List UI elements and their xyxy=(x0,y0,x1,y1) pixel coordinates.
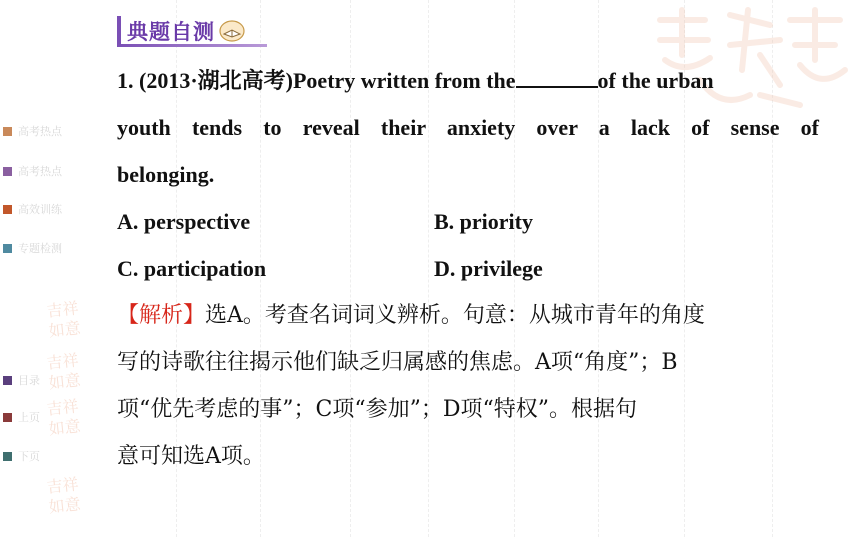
option-d: D. privilege xyxy=(434,256,543,281)
sidebar-item-training[interactable] xyxy=(3,201,62,217)
sidebar-item-test[interactable] xyxy=(3,240,62,256)
square-icon xyxy=(3,167,12,176)
page-title: 典题自测 xyxy=(127,20,215,44)
option-a: A. perspective xyxy=(117,209,251,234)
square-icon xyxy=(3,413,12,422)
sidebar-item-label: 上页 xyxy=(18,411,40,424)
sidebar-item-hot2[interactable] xyxy=(3,163,62,179)
square-icon xyxy=(3,127,12,136)
question-block xyxy=(117,57,819,480)
square-icon xyxy=(3,205,12,214)
analysis-block xyxy=(117,292,819,480)
square-icon xyxy=(3,244,12,253)
sidebar xyxy=(0,0,100,537)
option-b: B. priority xyxy=(434,209,533,234)
question-line-3: belonging. xyxy=(117,162,215,187)
sidebar-item-prev[interactable] xyxy=(3,409,40,425)
header-underline xyxy=(117,44,267,47)
sidebar-item-label: 高考热点 xyxy=(18,125,62,138)
sidebar-item-label: 专题检测 xyxy=(18,242,62,255)
option-c: C. participation xyxy=(117,256,267,281)
options-row-1 xyxy=(117,198,819,245)
square-icon xyxy=(3,376,12,385)
sidebar-item-label: 下页 xyxy=(18,450,40,463)
answer-blank xyxy=(516,68,598,88)
book-icon xyxy=(219,20,245,42)
analysis-line-1 xyxy=(117,292,819,339)
sidebar-item-label: 目录 xyxy=(18,374,40,387)
header-accent-bar xyxy=(117,16,121,46)
analysis-tag: 【解析】 xyxy=(117,303,206,328)
sidebar-item-label: 高考热点 xyxy=(18,165,62,178)
sidebar-item-next[interactable] xyxy=(3,448,40,464)
analysis-line-4: 意可知选A项。 xyxy=(117,444,265,469)
question-line-2: youth tends to reveal their anxiety over a lack of sense of xyxy=(117,115,819,140)
analysis-line-3: 项“优先考虑的事”；C项“参加”；D项“特权”。根据句 xyxy=(117,397,637,422)
sidebar-item-label: 高效训练 xyxy=(18,203,62,216)
analysis-line-2: 写的诗歌往往揭示他们缺乏归属感的焦虑。A项“角度”；B xyxy=(117,350,678,375)
options-row-2 xyxy=(117,245,819,292)
section-header xyxy=(117,16,245,46)
sidebar-item-contents[interactable] xyxy=(3,372,40,388)
sidebar-item-hot1[interactable] xyxy=(3,123,62,139)
stamp-logo: 吉祥 如意 xyxy=(45,396,82,439)
square-icon xyxy=(3,452,12,461)
stamp-logo: 吉祥 如意 xyxy=(45,474,82,517)
stamp-logo: 吉祥 如意 xyxy=(45,298,82,341)
question-text: of the urban xyxy=(597,68,714,93)
question-line-1 xyxy=(117,57,819,104)
question-text: 1. (2013·湖北高考)Poetry written from the xyxy=(117,68,516,93)
analysis-text: 选A。考查名词词义辨析。句意：从城市青年的角度 xyxy=(205,303,705,328)
stamp-logo: 吉祥 如意 xyxy=(45,350,82,393)
